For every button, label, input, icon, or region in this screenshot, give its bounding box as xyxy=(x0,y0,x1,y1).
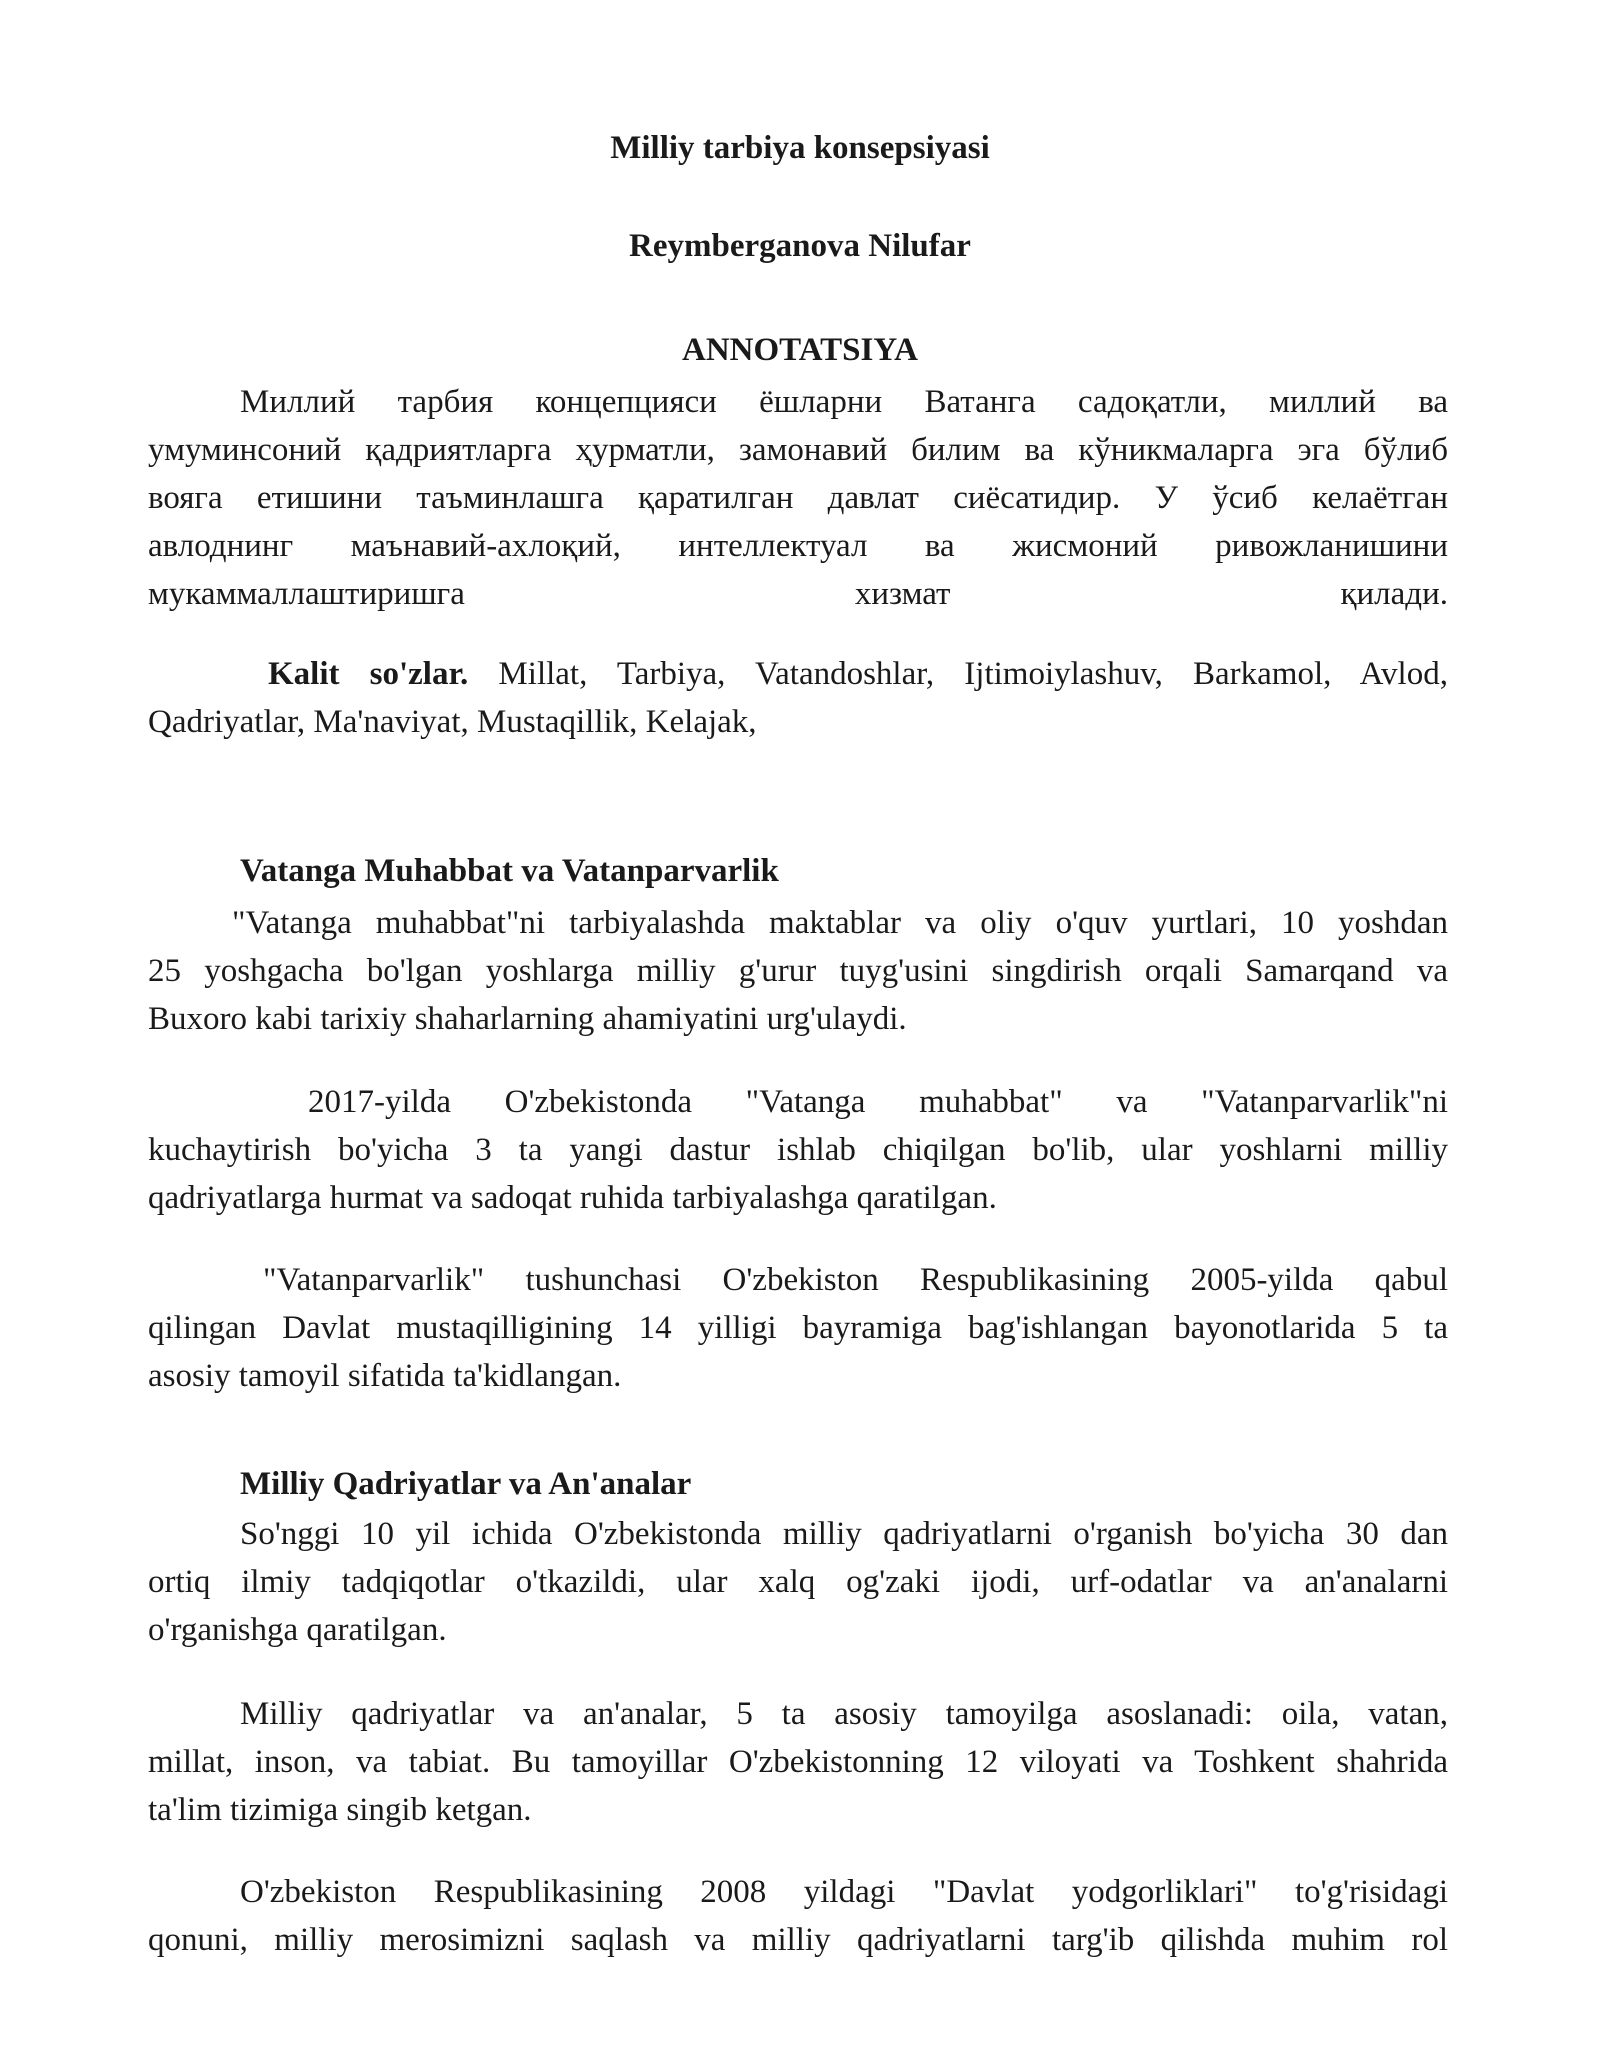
annotation-line: Миллий тарбия концепцияси ёшларни Ватанга садоқатли, миллий ва xyxy=(240,384,1448,420)
paragraph-line: 25 yoshgacha bo'lgan yoshlarga milliy g'urur tuyg'usini singdirish orqali Samarqand va xyxy=(148,953,1448,989)
paragraph-line: asosiy tamoyil sifatida ta'kidlangan. xyxy=(148,1358,622,1394)
paragraph-line: qilingan Davlat mustaqilligining 14 yilligi bayramiga bag'ishlangan bayonotlarida 5 ta xyxy=(148,1310,1448,1346)
paragraph-line: O'zbekiston Respublikasining 2008 yildagi "Davlat yodgorliklari" to'g'risidagi xyxy=(240,1874,1448,1910)
annotation-line: умуминсоний қадриятларга ҳурматли, замонавий билим ва кўникмаларга эга бўлиб xyxy=(148,432,1448,468)
annotation-line: вояга етишини таъминлашга қаратилган давлат сиёсатидир. У ўсиб келаётган xyxy=(148,480,1448,516)
paragraph-line: qonuni, milliy merosimizni saqlash va milliy qadriyatlarni targ'ib qilishda muhim rol xyxy=(148,1922,1448,1958)
paragraph-line: o'rganishga qaratilgan. xyxy=(148,1612,447,1648)
document-title: Milliy tarbiya konsepsiyasi xyxy=(610,130,990,166)
author-name: Reymberganova Nilufar xyxy=(629,228,971,264)
section-heading: Vatanga Muhabbat va Vatanparvarlik xyxy=(240,853,779,889)
paragraph-line: So'nggi 10 yil ichida O'zbekistonda milliy qadriyatlarni o'rganish bo'yicha 30 dan xyxy=(240,1516,1448,1552)
paragraph-line: kuchaytirish bo'yicha 3 ta yangi dastur ishlab chiqilgan bo'lib, ular yoshlarni milliy xyxy=(148,1132,1448,1168)
paragraph xyxy=(148,1256,1448,1400)
keywords-list: Millat, Tarbiya, Vatandoshlar, Ijtimoiylashuv, Barkamol, Avlod, xyxy=(468,656,1448,692)
keywords-label: Kalit so'zlar. xyxy=(268,656,469,692)
paragraph-line: Buxoro kabi tarixiy shaharlarning ahamiyatini urg'ulaydi. xyxy=(148,1001,907,1037)
keywords-line xyxy=(148,650,1448,698)
paragraph-line: 2017-yilda O'zbekistonda "Vatanga muhabbat" va "Vatanparvarlik"ni xyxy=(308,1084,1448,1120)
paragraph-line: ta'lim tizimiga singib ketgan. xyxy=(148,1792,532,1828)
paragraph xyxy=(148,1868,1448,1964)
paragraph-line: qadriyatlarga hurmat va sadoqat ruhida tarbiyalashga qaratilgan. xyxy=(148,1180,997,1216)
paragraph-line: "Vatanga muhabbat"ni tarbiyalashda maktablar va oliy o'quv yurtlari, 10 yoshdan xyxy=(232,905,1448,941)
paragraph-line: millat, inson, va tabiat. Bu tamoyillar O'zbekistonning 12 viloyati va Toshkent shahrida xyxy=(148,1744,1448,1780)
keywords xyxy=(148,650,1448,746)
paragraph xyxy=(148,1510,1448,1654)
section-heading: Milliy Qadriyatlar va An'analar xyxy=(240,1466,692,1502)
paragraph-line: ortiq ilmiy tadqiqotlar o'tkazildi, ular xalq og'zaki ijodi, urf-odatlar va an'analarni xyxy=(148,1564,1448,1600)
annotation-line: авлоднинг маънавий-ахлоқий, интеллектуал ва жисмоний ривожланишини xyxy=(148,528,1448,564)
paragraph xyxy=(148,1690,1448,1834)
paragraph xyxy=(148,899,1448,1043)
paragraph-line: "Vatanparvarlik" tushunchasi O'zbekiston Respublikasining 2005-yilda qabul xyxy=(263,1262,1448,1298)
paragraph xyxy=(148,1078,1448,1222)
annotation-line: мукаммаллаштиришга хизмат қилади. xyxy=(148,576,1448,612)
annotation-body xyxy=(148,378,1448,618)
annotation-heading: ANNOTATSIYA xyxy=(682,332,918,368)
keywords-line: Qadriyatlar, Ma'naviyat, Mustaqillik, Kelajak, xyxy=(148,704,757,740)
paragraph-line: Milliy qadriyatlar va an'analar, 5 ta asosiy tamoyilga asoslanadi: oila, vatan, xyxy=(240,1696,1448,1732)
